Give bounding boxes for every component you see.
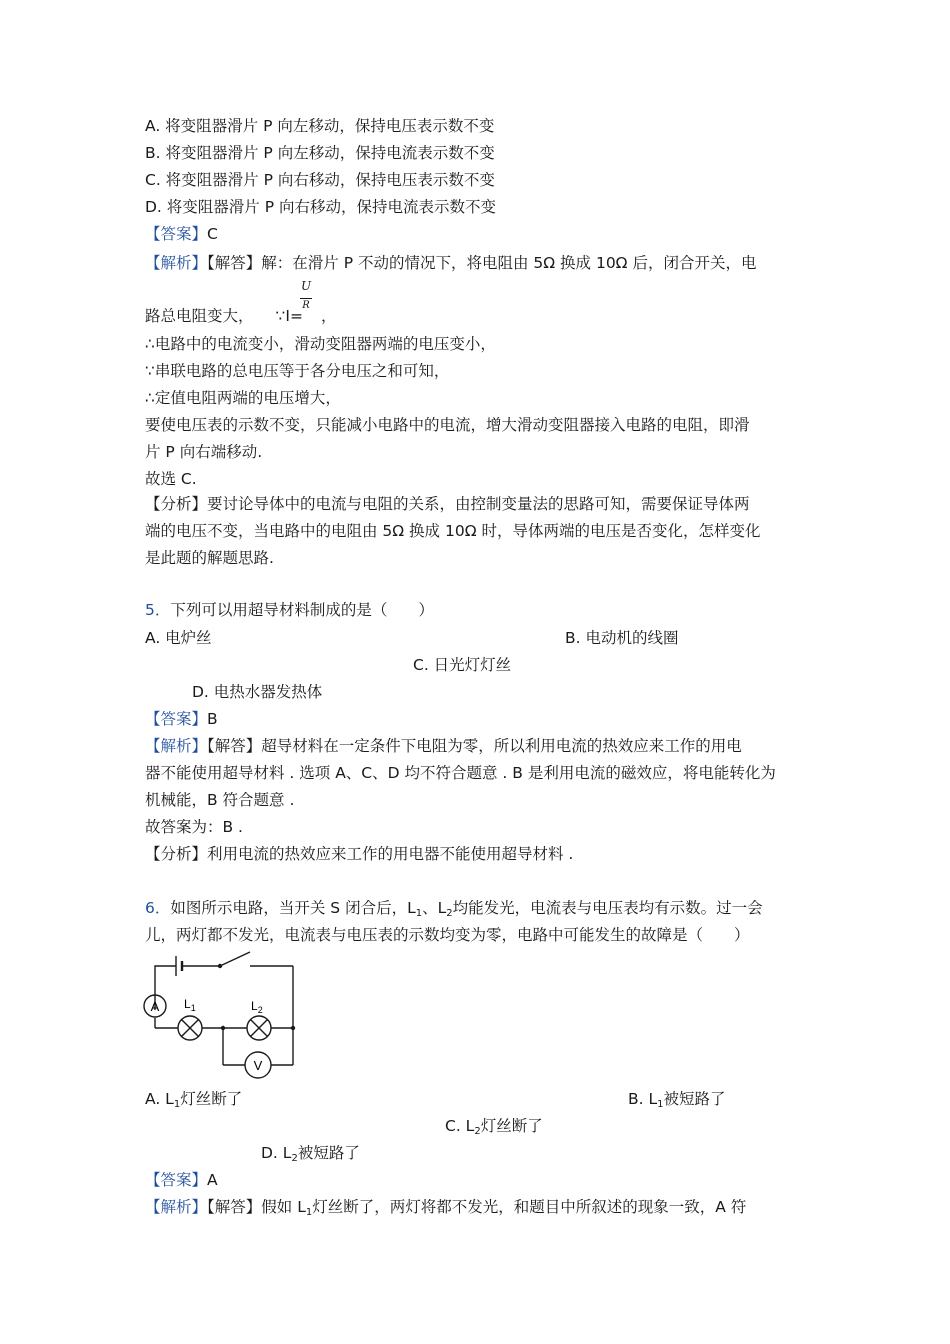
answer-value: A: [207, 1171, 218, 1189]
question-number: 6．: [145, 899, 171, 917]
switch-blade: [220, 952, 250, 966]
voltmeter-label: V: [253, 1058, 263, 1073]
analysis-tag: 【解析】: [145, 1198, 208, 1216]
q4-line: 端的电压不变，当电路中的电阻由 5Ω 换成 10Ω 时，导体两端的电压是否变化，怎样变化: [145, 522, 761, 540]
q5-line: 机械能，B 符合题意 .: [145, 791, 295, 809]
fraction-denominator: R: [302, 300, 310, 311]
q6-option-a: A. $L_1$灯丝断了: [145, 1090, 243, 1110]
answer-tag: 【答案】: [145, 710, 208, 728]
q6-answer: [145, 1170, 218, 1190]
q6-option-d: D. $L_2$被短路了: [261, 1144, 360, 1164]
answer-value: B: [207, 710, 218, 728]
q5-analysis-line1: 【解析】【解答】超导材料在一定条件下电阻为零，所以利用电流的热效应来工作的用电: [145, 737, 742, 755]
q5-option-d: D. 电热水器发热体: [192, 683, 323, 701]
q5-line: 器不能使用超导材料 . 选项 A、C、D 均不符合题意 . B 是利用电流的磁效应，将电能转化为: [145, 764, 776, 782]
q4-option-d: D. 将变阻器滑片 P 向右移动，保持电流表示数不变: [145, 198, 496, 216]
q4-analysis-line1: 【解析】【解答】解：在滑片 P 不动的情况下，将电阻由 5Ω 换成 10Ω 后，闭合开关，电: [145, 254, 757, 272]
q4-line: 故选 C.: [145, 470, 197, 488]
q4-line: 片 P 向右端移动.: [145, 443, 263, 461]
answer-tag: 【答案】: [145, 225, 208, 243]
q6-option-c: C. $L_2$灯丝断了: [445, 1117, 543, 1137]
q4-analysis-line2: 路总电阻变大， ∵I= ，: [145, 307, 337, 325]
q5-line: 【分析】利用电流的热效应来工作的用电器不能使用超导材料 .: [145, 845, 574, 863]
question-number: 5．: [145, 601, 171, 619]
q5-stem: 5．下列可以用超导材料制成的是（ ）: [145, 601, 434, 619]
q6-stem-line2: 儿，两灯都不发光，电流表与电压表的示数均变为零，电路中可能发生的故障是（ ）: [145, 926, 750, 944]
q4-line: ∴电路中的电流变小，滑动变阻器两端的电压变小，: [145, 335, 496, 353]
q6-stem-line1: 6．如图所示电路，当开关 S 闭合后，$L_1$、$L_2$均能发光，电流表与电压表均有示数。过一会: [145, 899, 763, 919]
lamp1-label: $L_1$: [184, 997, 196, 1013]
circuit-diagram: [140, 950, 310, 1085]
junction-right: [291, 1026, 295, 1030]
q5-option-a: A. 电炉丝: [145, 629, 212, 647]
answer-value: C: [207, 225, 218, 243]
analysis-tag: 【解析】: [145, 254, 208, 272]
q6-option-b: B. $L_1$被短路了: [628, 1090, 726, 1110]
q4-option-b: B. 将变阻器滑片 P 向左移动，保持电流表示数不变: [145, 144, 495, 162]
q4-option-a: A. 将变阻器滑片 P 向左移动，保持电压表示数不变: [145, 117, 495, 135]
lamp2-label: $L_2$: [251, 999, 263, 1015]
analysis-tag: 【解析】: [145, 737, 208, 755]
q4-option-c: C. 将变阻器滑片 P 向右移动，保持电压表示数不变: [145, 171, 495, 189]
q6-analysis-line1: 【解析】【解答】假如 $L_1$灯丝断了，两灯将都不发光，和题目中所叙述的现象一致，A 符: [145, 1198, 747, 1218]
fraction-numerator: U: [300, 279, 312, 293]
q4-answer: [145, 224, 218, 244]
q4-line: ∴定值电阻两端的电压增大，: [145, 389, 341, 407]
q5-answer: [145, 709, 218, 729]
q4-line: 是此题的解题思路.: [145, 549, 274, 567]
q4-line: 【分析】要讨论导体中的电流与电阻的关系，由控制变量法的思路可知，需要保证导体两: [145, 495, 750, 513]
q5-option-c: C. 日光灯灯丝: [413, 656, 512, 674]
ammeter-label: A: [150, 999, 160, 1014]
switch-pivot: [218, 964, 222, 968]
q5-line: 故答案为：B .: [145, 818, 243, 836]
junction-left: [221, 1026, 225, 1030]
fraction-bar: [300, 298, 312, 299]
q5-option-b: B. 电动机的线圈: [565, 629, 679, 647]
q4-line: 要使电压表的示数不变，只能减小电路中的电流，增大滑动变阻器接入电路的电阻，即滑: [145, 416, 750, 434]
answer-tag: 【答案】: [145, 1171, 208, 1189]
q4-line: ∵串联电路的总电压等于各分电压之和可知，: [145, 362, 450, 380]
